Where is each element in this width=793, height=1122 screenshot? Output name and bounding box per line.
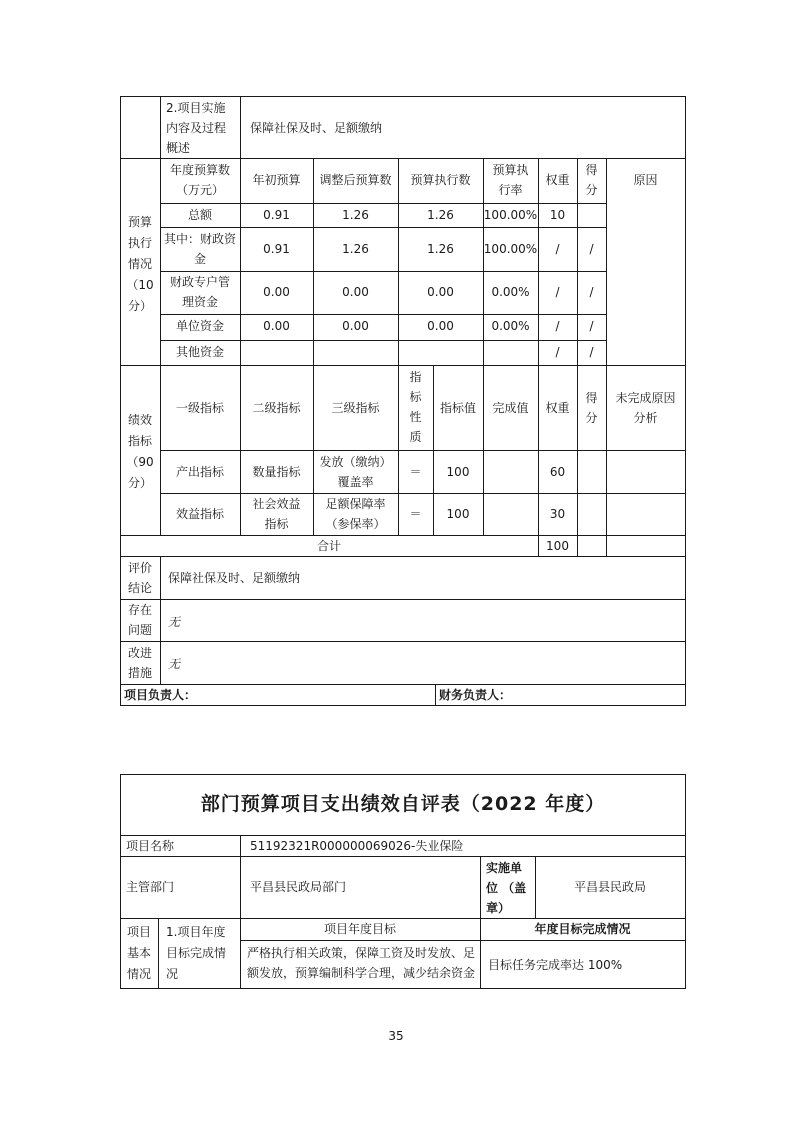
target-label-1: 1.项目年度 [166,925,226,939]
perf-side-1: 绩效 [127,413,152,427]
perf-level3: 覆盖率 [337,475,374,489]
hdr-value: 指标值 [439,401,476,415]
perf-level3: 足额保障率 [325,497,386,511]
hdr-perf-reason-2: 分析 [633,411,658,425]
basic-label-1: 项目 [126,925,151,939]
budget-score: / [589,285,594,299]
target-header: 项目年度目标 [323,922,396,936]
perf-level3: （参保率） [325,517,386,531]
budget-adjusted: 1.26 [342,242,369,256]
hdr-nature-2: 标 [409,390,422,404]
budget-rate: 0.00% [491,319,530,333]
budget-row-label: 其中：财政资 [163,232,236,246]
perf-weight: 30 [549,507,566,521]
budget-weight: / [555,285,560,299]
eval-label-2: 结论 [127,581,152,595]
target-label-2: 目标完成情 [166,946,227,960]
impl-label-line3: 概述 [166,141,191,155]
budget-score: / [589,345,594,359]
eval-label-1: 评价 [127,561,152,575]
perf-value: 100 [446,507,470,521]
perf-side-2: 指标 [127,434,152,448]
finance-owner-label: 财务负责人： [439,688,512,702]
perf-level2: 指标 [264,517,289,531]
budget-rate: 0.00% [491,285,530,299]
total-weight: 100 [546,539,569,553]
hdr-perf-score-1: 得 [585,391,598,405]
perf-level3: 发放（缴纳） [319,455,392,469]
project-name-label: 项目名称 [126,839,175,853]
budget-score: / [589,242,594,256]
budget-side-3: 情况 [127,257,152,271]
target-label-3: 况 [166,967,179,981]
target-content-2: 额发放，预算编制科学合理，减少结余资金 [247,966,476,980]
budget-executed: 0.00 [427,319,454,333]
budget-score: / [589,319,594,333]
hdr-perf-reason-1: 未完成原因 [615,391,676,405]
budget-executed: 0.00 [427,285,454,299]
problem-content: 无 [168,615,181,629]
perf-side-3: （90 [126,455,154,469]
improve-label-1: 改进 [127,646,152,660]
budget-weight: 10 [549,208,566,222]
impl-label-line2: 内容及过程 [166,121,227,135]
form-title: 部门预算项目支出绩效自评表（2022 年度） [200,793,606,815]
perf-level1: 效益指标 [175,507,224,521]
budget-executed: 1.26 [427,208,454,222]
perf-level2: 数量指标 [252,465,301,479]
completion-header: 年度目标完成情况 [534,922,631,936]
budget-side-1: 预算 [127,215,152,229]
budget-adjusted: 1.26 [342,208,369,222]
hdr-weight: 权重 [545,173,570,187]
budget-weight: / [555,242,560,256]
budget-row-label: 单位资金 [175,319,224,333]
impl-content: 保障社保及时、足额缴纳 [250,121,383,135]
budget-row-label: 其他资金 [175,345,224,359]
budget-row-label: 财政专户管 [169,275,230,289]
perf-level2: 社会效益 [252,497,301,511]
impl-label-line1: 2.项目实施 [166,101,226,115]
hdr-score-2: 分 [585,183,598,197]
dept-label: 主管部门 [126,880,175,894]
budget-side-4: （10 [126,278,154,292]
hdr-adjusted: 调整后预算数 [319,173,392,187]
target-content-1: 严格执行相关政策，保障工资及时发放、足 [247,946,476,960]
budget-initial: 0.91 [263,208,290,222]
project-name-value: 51192321R000000069026-失业保险 [250,839,464,853]
problem-label-2: 问题 [127,623,152,637]
hdr-rate-2: 行率 [498,183,523,197]
completion-content: 目标任务完成率达 100% [488,958,623,972]
eval-content: 保障社保及时、足额缴纳 [168,571,301,585]
perf-nature: ＝ [409,465,422,479]
hdr-level2: 二级指标 [252,401,301,415]
budget-side-2: 执行 [127,236,152,250]
impl-unit-value: 平昌县民政局 [573,880,646,894]
impl-unit-label-1: 实施单 [486,861,523,875]
hdr-year-budget-1: 年度预算数 [169,163,230,177]
budget-rate: 100.00% [483,242,538,256]
basic-label-3: 情况 [126,967,151,981]
budget-weight: / [555,319,560,333]
hdr-score-1: 得 [585,163,598,177]
budget-executed: 1.26 [427,242,454,256]
budget-weight: / [555,345,560,359]
hdr-executed: 预算执行数 [410,173,471,187]
hdr-nature-4: 质 [409,430,422,444]
perf-side-4: 分） [127,476,152,490]
budget-side-5: 分） [127,299,152,313]
project-owner-label: 项目负责人： [124,688,197,702]
hdr-year-budget-2: （万元） [175,183,224,197]
budget-adjusted: 0.00 [342,319,369,333]
basic-label-2: 基本 [126,946,151,960]
problem-label-1: 存在 [127,603,152,617]
hdr-nature-3: 性 [409,410,422,424]
hdr-level1: 一级指标 [175,401,224,415]
perf-value: 100 [446,465,470,479]
budget-rate: 100.00% [483,208,538,222]
impl-unit-label-2: 位 （盖 [486,881,527,895]
impl-unit-label-3: 章） [486,901,511,915]
budget-adjusted: 0.00 [342,285,369,299]
improve-content: 无 [168,657,181,671]
hdr-perf-weight: 权重 [545,401,570,415]
budget-initial: 0.00 [263,285,290,299]
hdr-nature-1: 指 [409,370,422,384]
budget-row-label: 理资金 [181,295,218,309]
total-label: 合计 [316,539,341,553]
improve-label-2: 措施 [127,666,152,680]
hdr-initial: 年初预算 [252,173,301,187]
hdr-reason: 原因 [633,173,658,187]
hdr-rate-1: 预算执 [492,163,529,177]
perf-weight: 60 [549,465,566,479]
budget-initial: 0.00 [263,319,290,333]
budget-row-label: 总额 [187,208,212,222]
hdr-perf-score-2: 分 [585,411,598,425]
dept-value: 平昌县民政局部门 [250,880,347,894]
budget-row-label: 金 [193,252,206,266]
hdr-level3: 三级指标 [331,401,380,415]
perf-level1: 产出指标 [175,465,224,479]
page-number: 35 [388,1029,404,1043]
hdr-completed: 完成值 [492,401,529,415]
budget-initial: 0.91 [263,242,290,256]
perf-nature: ＝ [409,507,422,521]
